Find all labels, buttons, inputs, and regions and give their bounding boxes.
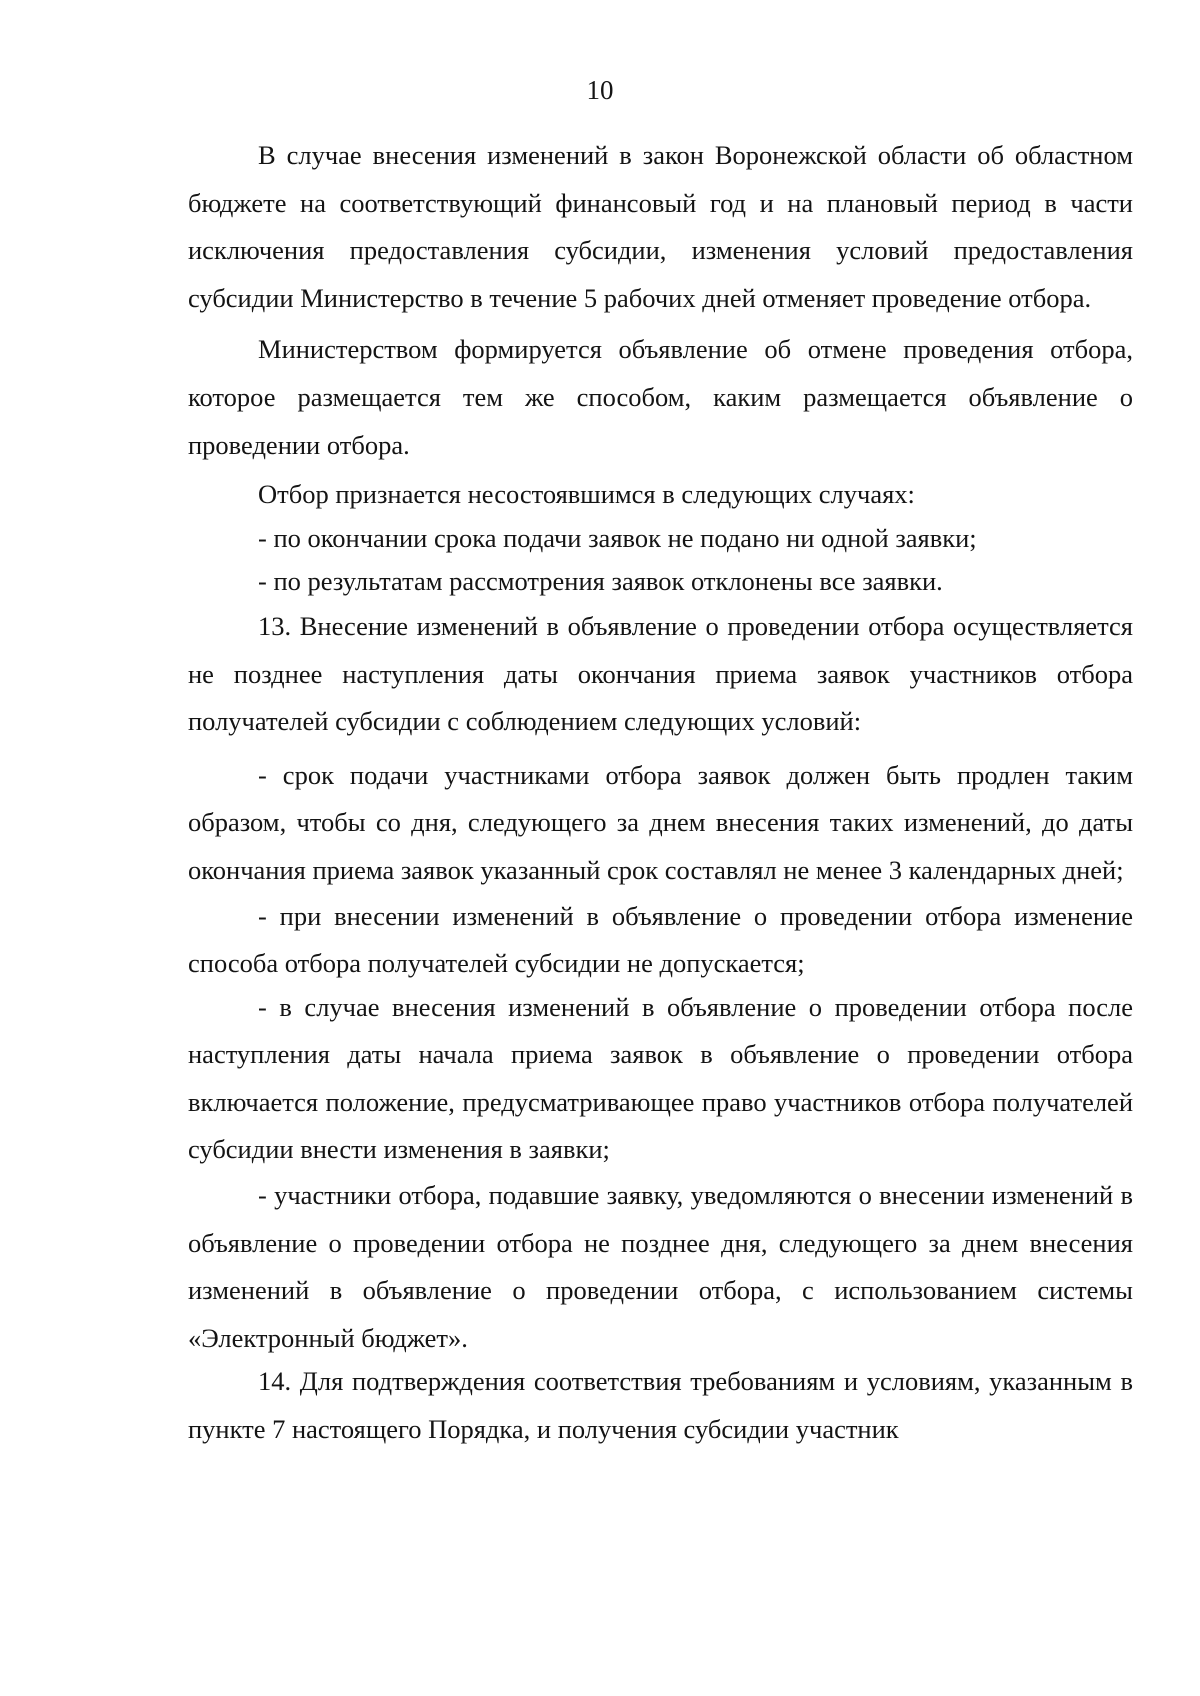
paragraph-cancel-announcement: Министерством формируется объявление об отмене проведения отбора, которое размещается тем же способом, каким размещается объявление о проведении отбора.	[188, 334, 1133, 460]
page-number: 10	[586, 75, 614, 105]
paragraph-failed-selection: Отбор признается несостоявшимся в следующих случаях:	[258, 479, 915, 510]
list-item-notification: - участники отбора, подавшие заявку, уведомляются о внесении изменений в объявление о проведении отбора не позднее дня, следующего за днем внесения изменений в объявление о проведении отбора, с использованием системы «Электронный бюджет».	[188, 1180, 1133, 1353]
paragraph-section-14: 14. Для подтверждения соответствия требованиям и условиям, указанным в пункте 7 настоящего Порядка, и получения субсидии участник	[188, 1366, 1133, 1445]
paragraph-cancel-selection: В случае внесения изменений в закон Воронежской области об областном бюджете на соответствующий финансовый год и на плановый период в части исключения предоставления субсидии, изменения условий предоставления субсидии Министерство в течение 5 рабочих дней отменяет проведение отбора.	[188, 140, 1133, 313]
paragraph-section-13: 13. Внесение изменений в объявление о проведении отбора осуществляется не позднее наступления даты окончания приема заявок участников отбора получателей субсидии с соблюдением следующих условий:	[188, 610, 1133, 737]
list-item-method-unchanged: - при внесении изменений в объявление о проведении отбора изменение способа отбора получателей субсидии не допускается;	[188, 900, 1133, 979]
list-item-right-to-amend: - в случае внесения изменений в объявление о проведении отбора после наступления даты начала приема заявок в объявление о проведении отбора включается положение, предусматривающее право участников отбора получателей субсидии внести изменения в заявки;	[188, 991, 1133, 1165]
list-item-no-applications: - по окончании срока подачи заявок не подано ни одной заявки;	[258, 522, 977, 553]
list-item-all-rejected: - по результатам рассмотрения заявок отклонены все заявки.	[258, 566, 943, 597]
list-item-deadline-extension: - срок подачи участниками отбора заявок должен быть продлен таким образом, чтобы со дня, следующего за днем внесения таких изменений, до даты окончания приема заявок указанный срок составлял не менее 3 календарных дней;	[188, 759, 1133, 885]
document-body	[188, 132, 1133, 1454]
